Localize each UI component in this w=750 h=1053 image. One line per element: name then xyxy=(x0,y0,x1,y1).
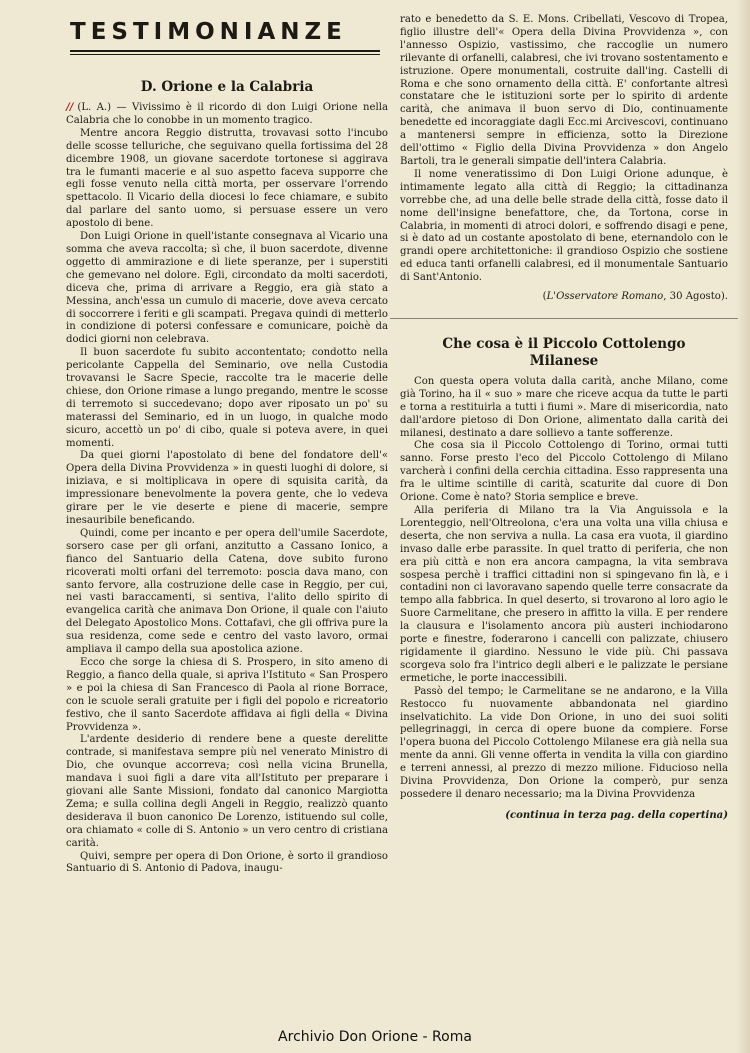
article-title-cottolengo-2: Milanese xyxy=(529,352,599,369)
article1-paragraph-8: L'ardente desiderio di rendere bene a queste derelitte contrade, si manifestava sempre più nel venerato Ministro di Dio, che ovunque accorreva; così nella vicina Brunella, mandava i suoi figli a dare vita all'Istituto per preparare i giovani alle Sante Missioni, fondato dal canonico Margiotta Zema; e sulla collina degli Angeli in Reggio, realizzò quanto desiderava il buon canonico De Lorenzo, istituendo sul colle, ora chiamato « colle di S. Antonio » un vero centro di cristiana carità. xyxy=(66,734,388,849)
article1-source: (L'Osservatore Romano, 30 Agosto). xyxy=(542,291,728,303)
title-rule xyxy=(70,50,380,52)
article1-continuation-1: rato e benedetto da S. E. Mons. Cribellati, Vescovo di Tropea, figlio illustre dell'« Opera della Divina Provvidenza », con l'annesso Ospizio, vastissimo, che raccoglie un numero rilevante di orfanelli, calabresi, che ivi trovano sostentamento e istruzione. Opere monumentali, costruite dall'ing. Castelli di Roma e che sono ornamento della città. E' confortante altresì constatare che le istituzioni sorte per lo spirito di ardente carità, che animava il buon servo di Dio, continuamente benedette ed incoraggiate dagli Ecc.mi Arcivescovi, continuano a mantenersi sempre in efficienza, sotto la Direzione dell'ottimo « Figlio della Divina Provvidenza » don Angelo Bartoli, tra le generali simpatie dell'intera Calabria. xyxy=(400,14,728,167)
page-edge-shadow xyxy=(736,0,750,1053)
article1-paragraph-2: Mentre ancora Reggio distrutta, trovavasi sotto l'incubo delle scosse telluriche, che seguivano quella fortissima del 28 dicembre 1908, un giovane sacerdote tortonese si aggirava tra le fumanti macerie e al suo aspetto faceva supporre che egli fosse venuto nella città morta, per osservare l'orrendo spettacolo. Il Vicario della diocesi lo fece chiamare, e subito dal parlare del santo uomo, si persuase essere un vero apostolo di bene. xyxy=(66,127,388,230)
article1-paragraph-9: Quivi, sempre per opera di Don Orione, è sorto il grandioso Santuario di S. Antonio di Padova, inaugu- xyxy=(66,850,388,875)
source-date: 30 Agosto xyxy=(669,291,721,303)
article1-paragraph-5: Da quei giorni l'apostolato di bene del fondatore dell'« Opera della Divina Provvidenza » in questi luoghi di dolore, si iniziava, e si moltiplicava in opere di squisita carità, da impressionare benevolmente la povera gente, che lo vedeva girare per le vie deserte e piene di macerie, sempre inesauribile beneficando. xyxy=(66,450,388,526)
handwritten-mark: // xyxy=(66,102,74,113)
article1-paragraph-4: Il buon sacerdote fu subito accontentato; condotto nella pericolante Cappella del Seminario, ove nella Custodia trovavansi le Sacre Specie, raccolte tra le macerie delle chiese, don Orione rimase a lungo pregando, mentre le scosse di terremoto si succedevano; dopo aver riposato un po' su materassi del Seminario, ed in un luogo, in qualche modo sicuro, accettò un po' di cibo, quale si poteva avere, in quei momenti. xyxy=(66,347,388,449)
left-column xyxy=(66,14,388,876)
article2-paragraph-4: Passò del tempo; le Carmelitane se ne andarono, e la Villa Restocco fu nuovamente abbandonata nel giardino inselvatichito. La vide Don Orione, in uno dei suoi soliti pellegrinaggi, in cerca di opere buone da compiere. Forse l'opera buona del Piccolo Cottolengo Milanese era già nella sua mente da anni. Gli venne offerta in vendita la villa con giardino e terreni annessi, al prezzo di mezzo milione. Fiducioso nella Divina Provvidenza, Don Orione la comperò, pur senza possedere il denaro necessario; ma la Divina Provvidenza xyxy=(400,685,728,800)
article-title-orione-calabria: D. Orione e la Calabria xyxy=(140,79,314,95)
continued-note: (continua in terza pag. della copertina) xyxy=(505,809,728,821)
article1-paragraph-3: Don Luigi Orione in quell'istante consegnava al Vicario una somma che aveva raccolta; sì che, il buon sacerdote, divenne oggetto di ammirazione e di liete speranze, per i superstiti che gemevano nel dolore. Egli, circondato da molti sacerdoti, diceva che, prima di arrivare a Reggio, era già stato a Messina, anch'essa un cumulo di macerie, dove aveva cercato di soccorrere i feriti e gli scampati. Pregava quindi di metterlo in condizione di potersi confessare e comunicare, poichè da dodici giorni non celebrava. xyxy=(66,231,388,346)
article1-paragraph-1 xyxy=(66,102,388,128)
article1-paragraph-6: Quindi, come per incanto e per opera dell'umile Sacerdote, sorsero case per gli orfani, anzitutto a Cassano Ionico, a fianco del Santuario della Catena, dove subito furono ricoverati molti orfani del terremoto: poscia dava mano, con santo fervore, alla costruzione delle case in Reggio, per cui, nei vasti baraccamenti, si sentiva, l'alito dello spirito di evangelica carità che animava Don Orione, il quale con l'aiuto del Delegato Apostolico Mons. Cottafavi, che gli offriva pure la sua residenza, come sede e centro del vasto lavoro, ormai ampliava il campo della sua apostolica azione. xyxy=(66,527,388,656)
right-column xyxy=(400,14,728,823)
article1-paragraph-7: Ecco che sorge la chiesa di S. Prospero, in sito ameno di Reggio, a fianco della quale, si apriva l'Istituto « San Prospero » e poi la chiesa di San Francesco di Paola al rione Borrace, con le scuole serali gratuite per i figli del popolo e ricreatorio festivo, che il santo Sacerdote affidava ai figli della « Divina Provvidenza ». xyxy=(66,656,388,733)
title-rule-thin xyxy=(70,54,380,55)
article2-paragraph-1: Con questa opera voluta dalla carità, anche Milano, come già Torino, ha il « suo » mare che riceve acqua da tutte le parti e torna a restituirla a tutti i fiumi ». Mare di misericordia, nato dall'ardore pietoso di Don Orione, alimentato dalla carità dei milanesi, destinato a dare sollievo a tante sofferenze. xyxy=(400,375,728,439)
archive-footer: Archivio Don Orione - Roma xyxy=(278,1029,472,1045)
article-separator xyxy=(400,304,728,326)
section-title: TESTIMONIANZE xyxy=(70,19,347,45)
article1-paragraph-1-text: (L. A.) — Vivissimo è il ricordo di don Luigi Orione nella Calabria che lo conobbe in un momento tragico. xyxy=(66,102,388,126)
article1-continuation-2: Il nome veneratissimo di Don Luigi Orione adunque, è intimamente legato alla città di Reggio; la cittadinanza vorrebbe che, ad una delle belle strade della città, fosse dato il nome dell'insigne benefattore, che, da Tortona, corse in Calabria, in momenti di atroci dolori, e soffrendo disagi e pene, si è dato ad un costante apostolato di bene, eternandolo con le grandi opere architettoniche: il grandioso Ospizio che sostiene ed educa tanti orfanelli calabresi, ed il monumentale Santuario di Sant'Antonio. xyxy=(400,168,728,284)
source-name: L'Osservatore Romano xyxy=(546,291,664,303)
article2-paragraph-3: Alla periferia di Milano tra la Via Anguissola e la Lorenteggio, nell'Oltreolona, c'era una volta una villa chiusa e deserta, che non serviva a nulla. La casa era vuota, il giardino invaso dalle erbe parassite. In quel tratto di periferia, che non era più città e non era ancora campagna, la vita sembrava sospesa perchè i traffici cittadini non si spingevano fin là, e i contadini non ci lavoravano sapendo quelle terre consacrate da tempo alla fabbrica. In quel deserto, si trovarono al loro agio le Suore Carmelitane, che presero in affitto la villa. E per rendere la clausura e l'isolamento ancora più austeri inchiodarono porte e finestre, foderarono i cancelli con palizzate, chiusero rigidamente il giardino. Nessuno le vide più. Chi passava scorgeva solo fra l'intrico degli alberi e le palizzate le persiane ermetiche, le porte inaccessibili. xyxy=(400,505,728,684)
article-title-cottolengo-1: Che cosa è il Piccolo Cottolengo xyxy=(442,335,686,352)
article2-paragraph-2: Che cosa sia il Piccolo Cottolengo di Torino, ormai tutti sanno. Forse presto l'eco del Piccolo Cottolengo di Milano varcherà i confini della cerchia cittadina. Esso rappresenta una fra le ultime scintille di carità, scaturite dal cuore di Don Orione. Come è nato? Storia semplice e breve. xyxy=(400,440,728,504)
